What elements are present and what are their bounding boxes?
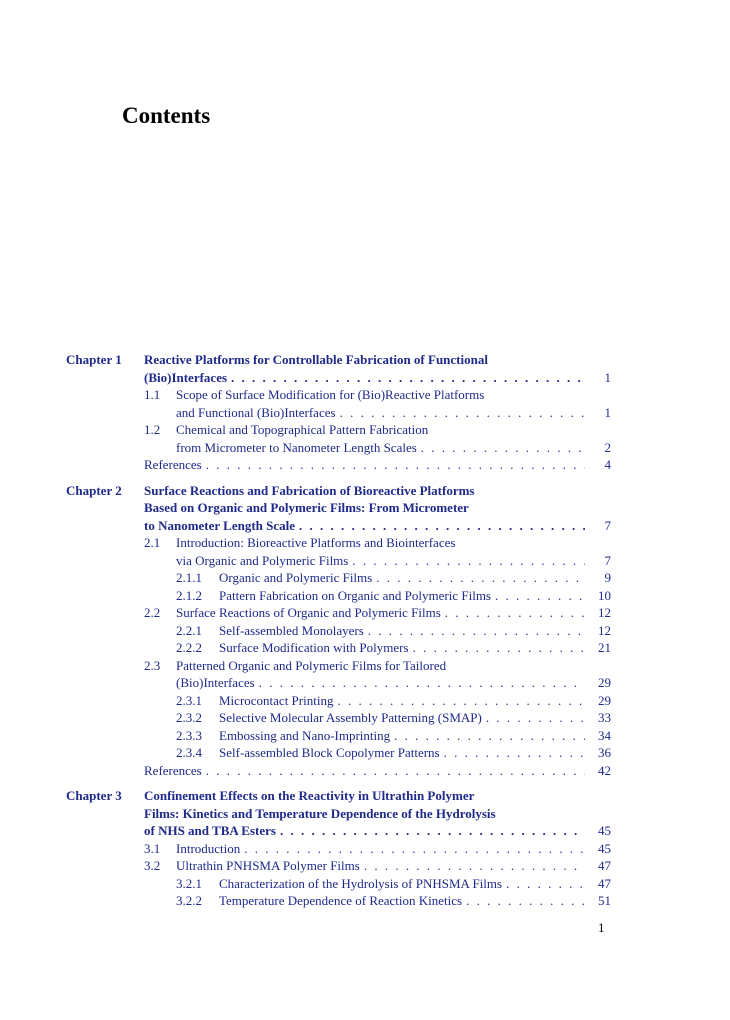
toc-line[interactable]: [144, 369, 611, 387]
leader-dots: [421, 439, 585, 457]
leader-dots: [495, 587, 585, 605]
page-ref: 47: [598, 875, 611, 891]
section-title-line: Chemical and Topographical Pattern Fabrication: [176, 422, 429, 437]
subsection-number: 3.2.2: [176, 893, 202, 908]
leader-dots: [206, 762, 585, 780]
subsection-number: 3.2.1: [176, 875, 202, 891]
subsection-number: 2.3.1: [176, 692, 202, 708]
section-title-line: (Bio)Interfaces: [176, 675, 255, 690]
leader-dots: [352, 552, 585, 570]
section-number: 2.2: [144, 605, 161, 620]
page-number: 1: [598, 920, 605, 935]
section-entry[interactable]: [144, 840, 611, 858]
section-entry[interactable]: [144, 604, 611, 622]
chapter-label: Chapter 2: [66, 482, 122, 498]
subsection-number: 2.1.2: [176, 587, 202, 603]
chapter-entry: [66, 482, 611, 780]
subsection-entry[interactable]: [144, 709, 611, 727]
section-title-line: from Micrometer to Nanometer Length Scales: [176, 439, 417, 455]
section-entry[interactable]: [144, 534, 611, 569]
chapter-entry: [66, 787, 611, 910]
leader-dots: [244, 840, 585, 858]
chapter-label: Chapter 3: [66, 788, 122, 803]
subsection-title: Pattern Fabrication on Organic and Polymeric Films: [219, 587, 491, 603]
section-entry[interactable]: [144, 421, 611, 456]
subsection-entry[interactable]: [144, 727, 611, 745]
page-ref: 7: [604, 552, 611, 568]
page-ref: 51: [598, 893, 611, 908]
section-entry[interactable]: [144, 386, 611, 421]
page-ref: 29: [598, 675, 611, 690]
subsection-title: Surface Modification with Polymers: [219, 640, 409, 655]
subsection-entry[interactable]: [144, 875, 611, 893]
subsection-entry[interactable]: [144, 587, 611, 605]
section-number: 1.2: [144, 422, 161, 437]
references-label: References: [144, 762, 202, 778]
section-title-line: Scope of Surface Modification for (Bio)Reactive Platforms: [176, 387, 485, 402]
subsection-title: Organic and Polymeric Films: [219, 570, 373, 585]
section-number: 3.1: [144, 840, 161, 856]
toc-line[interactable]: [144, 822, 611, 840]
toc-line[interactable]: [144, 517, 611, 535]
section-title-line: Patterned Organic and Polymeric Films for Tailored: [176, 657, 447, 673]
page-ref: 36: [598, 745, 611, 760]
leader-dots: [445, 604, 585, 622]
subsection-number: 2.3.3: [176, 727, 202, 743]
leader-dots: [376, 569, 585, 587]
table-of-contents: [66, 351, 611, 918]
page-ref: 47: [598, 858, 611, 873]
leader-dots: [299, 517, 585, 535]
subsection-entry[interactable]: [144, 692, 611, 710]
leader-dots: [337, 692, 585, 710]
chapter-title-line[interactable]: Surface Reactions and Fabrication of Bioreactive Platforms: [144, 482, 475, 498]
subsection-title: Embossing and Nano-Imprinting: [219, 727, 391, 743]
section-number: 3.2: [144, 858, 161, 873]
page-ref: 29: [598, 692, 611, 708]
leader-dots: [394, 727, 585, 745]
chapter-title-line[interactable]: Films: Kinetics and Temperature Dependence of the Hydrolysis: [144, 805, 496, 821]
subsection-number: 2.3.4: [176, 745, 202, 760]
references-entry[interactable]: [144, 762, 611, 780]
leader-dots: [259, 674, 585, 692]
page-ref: 34: [598, 727, 611, 743]
subsection-entry[interactable]: [144, 622, 611, 640]
chapter-title-line[interactable]: Reactive Platforms for Controllable Fabrication of Functional: [144, 352, 488, 367]
subsection-number: 2.2.1: [176, 622, 202, 638]
chapter-title-line: (Bio)Interfaces: [144, 369, 228, 385]
leader-dots: [486, 709, 585, 727]
section-entry[interactable]: [144, 857, 611, 875]
leader-dots: [280, 822, 585, 840]
page-ref: 21: [598, 640, 611, 655]
page-ref: 45: [598, 823, 611, 838]
section-title-line: via Organic and Polymeric Films: [176, 552, 349, 568]
subsection-entry[interactable]: [144, 639, 611, 657]
subsection-title: Self-assembled Block Copolymer Patterns: [219, 745, 440, 760]
leader-dots: [340, 404, 585, 422]
section-title-line: Introduction: [176, 840, 241, 856]
section-entry[interactable]: [144, 657, 611, 692]
subsection-entry[interactable]: [144, 744, 611, 762]
leader-dots: [413, 639, 585, 657]
page-ref: 45: [598, 840, 611, 856]
chapter-title-line[interactable]: Based on Organic and Polymeric Films: From Micrometer: [144, 500, 469, 515]
page-ref: 12: [598, 605, 611, 620]
subsection-title: Self-assembled Monolayers: [219, 622, 364, 638]
chapter-label: Chapter 1: [66, 352, 122, 367]
page-ref: 42: [598, 762, 611, 778]
section-number: 2.1: [144, 535, 161, 550]
page-title: Contents: [122, 103, 211, 128]
subsection-entry[interactable]: [144, 892, 611, 910]
subsection-number: 2.2.2: [176, 640, 202, 655]
subsection-title: Selective Molecular Assembly Patterning (SMAP): [219, 710, 482, 725]
page-ref: 12: [598, 622, 611, 638]
leader-dots: [231, 369, 585, 387]
subsection-title: Temperature Dependence of Reaction Kinetics: [219, 893, 463, 908]
leader-dots: [368, 622, 585, 640]
leader-dots: [506, 875, 585, 893]
page-ref: 9: [604, 570, 611, 585]
chapter-title-line[interactable]: Confinement Effects on the Reactivity in Ultrathin Polymer: [144, 788, 475, 803]
section-number: 2.3: [144, 657, 161, 673]
section-title-line: Ultrathin PNHSMA Polymer Films: [176, 858, 360, 873]
page-ref: 1: [604, 404, 611, 420]
chapter-title-line: to Nanometer Length Scale: [144, 517, 296, 533]
chapter-entry: [66, 351, 611, 474]
section-title-line: Surface Reactions of Organic and Polymeric Films: [176, 605, 441, 620]
page-ref: 33: [598, 710, 611, 725]
subsection-number: 2.1.1: [176, 570, 202, 585]
page-ref: 7: [604, 517, 611, 533]
references-entry[interactable]: [144, 456, 611, 474]
leader-dots: [444, 744, 585, 762]
chapter-title-line: of NHS and TBA Esters: [144, 823, 276, 838]
page-ref: 10: [598, 587, 611, 603]
subsection-number: 2.3.2: [176, 710, 202, 725]
leader-dots: [466, 892, 585, 910]
references-label: References: [144, 457, 202, 472]
section-title-line: and Functional (Bio)Interfaces: [176, 404, 336, 420]
leader-dots: [206, 456, 585, 474]
section-number: 1.1: [144, 387, 161, 402]
subsection-title: Microcontact Printing: [219, 692, 334, 708]
section-title-line: Introduction: Bioreactive Platforms and Biointerfaces: [176, 535, 456, 550]
subsection-entry[interactable]: [144, 569, 611, 587]
page-ref: 4: [604, 457, 611, 472]
page-ref: 2: [604, 439, 611, 455]
subsection-title: Characterization of the Hydrolysis of PNHSMA Films: [219, 875, 503, 891]
leader-dots: [364, 857, 585, 875]
page-ref: 1: [604, 369, 611, 385]
